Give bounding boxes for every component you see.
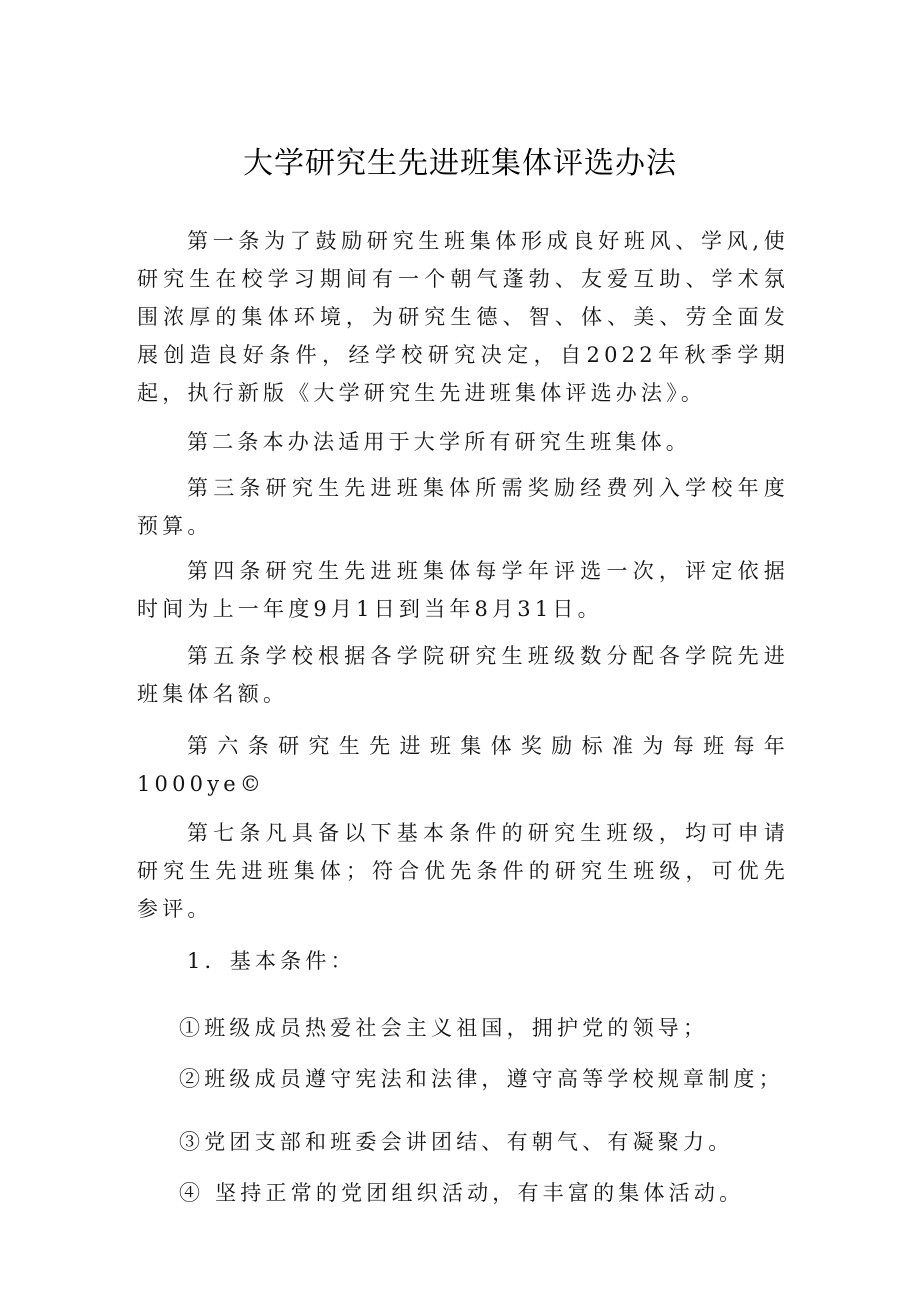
article-5-paragraph: 第五条学校根据各学院研究生班级数分配各学院先进班集体名额。 [137,644,789,706]
article-6-paragraph: 第六条研究生先进班集体奖励标准为每班每年1000ye© [137,734,789,796]
document-title: 大学研究生先进班集体评选办法 [243,146,677,181]
condition-item-4: ④ 坚持正常的党团组织活动，有丰富的集体活动。 [179,1181,745,1205]
article-2-paragraph: 第二条本办法适用于大学所有研究生班集体。 [187,430,691,454]
condition-item-1: ①班级成员热爱社会主义祖国，拥护党的领导； [179,1016,709,1040]
article-3-paragraph: 第三条研究生先进班集体所需奖励经费列入学校年度预算。 [137,476,789,538]
section-heading-basic-conditions: 1．基本条件： [187,949,356,973]
condition-item-3: ③党团支部和班委会讲团结、有朝气、有凝聚力。 [179,1130,734,1154]
article-1-paragraph: 第一条为了鼓励研究生班集体形成良好班风、学风,使研究生在校学习期间有一个朝气蓬勃、友爱互助、学术氛围浓厚的集体环境，为研究生德、智、体、美、劳全面发展创造良好条件，经学校研究决定，自2022年秋季学期起，执行新版《大学研究生先进班集体评选办法》。 [137,229,789,405]
article-7-paragraph: 第七条凡具备以下基本条件的研究生班级，均可申请研究生先进班集体；符合优先条件的研究生班级，可优先参评。 [137,821,789,921]
condition-item-2: ②班级成员遵守宪法和法律，遵守高等学校规章制度； [179,1067,784,1091]
article-4-paragraph: 第四条研究生先进班集体每学年评选一次，评定依据时间为上一年度9月1日到当年8月31日。 [137,559,789,621]
document-body [137,222,789,1212]
